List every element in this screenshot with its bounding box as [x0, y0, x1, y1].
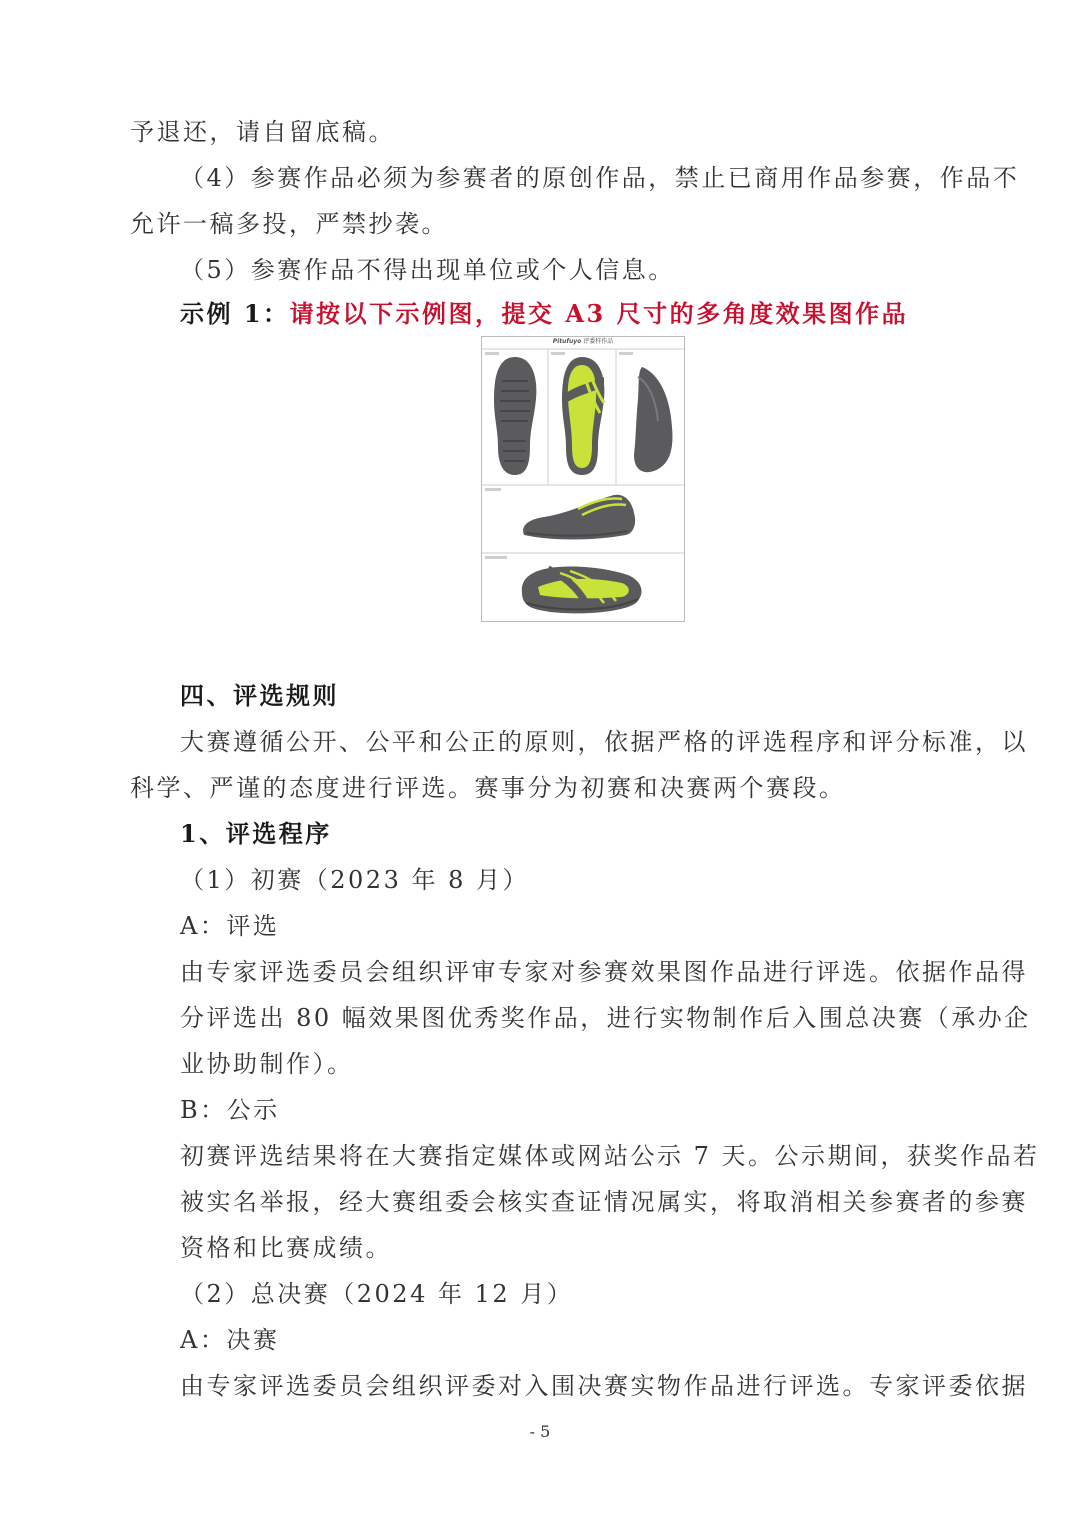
- item-line-5: 业协助制作）。: [180, 1050, 354, 1078]
- item-line-1: （1）初赛（2023 年 8 月）: [180, 866, 530, 894]
- section-heading: 四、评选规则: [180, 681, 339, 710]
- perspective-view: [522, 566, 642, 613]
- page-number: - 5: [529, 1422, 551, 1441]
- item-line-2: A：评选: [180, 912, 280, 940]
- body-line-1: 予退还，请自留底稿。: [130, 118, 395, 146]
- body-line-3: 允许一稿多投，严禁抄袭。: [130, 210, 448, 238]
- body-line-2: （4）参赛作品必须为参赛者的原创作品，禁止已商用作品参赛，作品不: [180, 164, 1020, 192]
- item-line-11: A：决赛: [180, 1326, 280, 1354]
- item-line-12: 由专家评选委员会组织评委对入围决赛实物作品进行评选。专家评委依据: [180, 1372, 1028, 1400]
- item-line-7: 初赛评选结果将在大赛指定媒体或网站公示 7 天。公示期间，获奖作品若: [180, 1142, 1040, 1170]
- figure-caption: 评委样作品: [583, 338, 614, 345]
- item-line-8: 被实名举报，经大赛组委会核实查证情况属实，将取消相关参赛者的参赛: [180, 1188, 1028, 1216]
- intro-line-2: 科学、严谨的态度进行评选。赛事分为初赛和决赛两个赛段。: [130, 774, 846, 802]
- example-caption: [180, 298, 908, 330]
- side-view: [634, 367, 672, 472]
- item-line-4: 分评选出 80 幅效果图优秀奖作品，进行实物制作后入围总决赛（承办企: [180, 1004, 1031, 1032]
- sub-heading: 1、评选程序: [180, 819, 332, 848]
- lateral-view: [523, 495, 635, 540]
- item-line-3: 由专家评选委员会组织评审专家对参赛效果图作品进行评选。依据作品得: [180, 958, 1028, 986]
- body-line-4: （5）参赛作品不得出现单位或个人信息。: [180, 256, 675, 284]
- figure-brand: Pitufuyo: [552, 338, 582, 345]
- sole-view: [494, 357, 536, 475]
- item-line-10: （2）总决赛（2024 年 12 月）: [180, 1280, 574, 1308]
- slipper-views-illustration: [482, 337, 684, 621]
- intro-line-1: 大赛遵循公开、公平和公正的原则，依据严格的评选程序和评分标准，以: [180, 728, 1028, 756]
- item-line-9: 资格和比赛成绩。: [180, 1234, 392, 1262]
- example-text: 请按以下示例图，提交 A3 尺寸的多角度效果图作品: [289, 299, 909, 328]
- example-prefix: 示例 1：: [180, 299, 290, 328]
- sample-figure: [481, 336, 685, 622]
- item-line-6: B：公示: [180, 1096, 280, 1124]
- footbed-view: [562, 357, 604, 475]
